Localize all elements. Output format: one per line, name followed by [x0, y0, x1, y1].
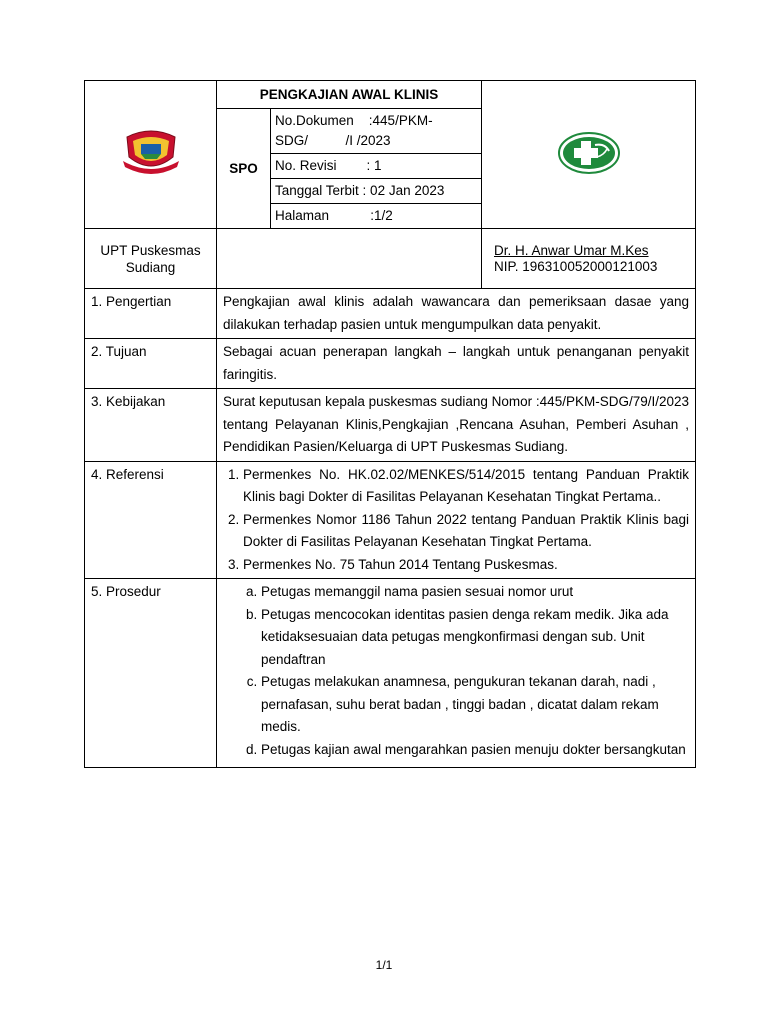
- kebijakan-label: 3. Kebijakan: [85, 389, 217, 462]
- unit-name: UPT Puskesmas Sudiang: [85, 229, 217, 289]
- signer-nip: NIP. 196310052000121003: [494, 258, 658, 274]
- prosedur-label: 5. Prosedur: [85, 579, 217, 768]
- right-logo-cell: [482, 81, 696, 229]
- no-revisi: No. Revisi : 1: [271, 154, 482, 179]
- no-dokumen-line1: No.Dokumen :445/PKM-: [275, 113, 433, 128]
- pengertian-label: 1. Pengertian: [85, 289, 217, 339]
- puskesmas-logo-icon: [557, 131, 621, 175]
- referensi-list: [223, 464, 689, 577]
- referensi-item: 2. Permenkes Nomor 1186 Tahun 2022 tentang Panduan Praktik Klinis bagi Dokter di Fasilitas Pelayanan Kesehatan Tingkat Pertama.: [243, 509, 689, 554]
- document-title: PENGKAJIAN AWAL KLINIS: [217, 81, 482, 109]
- page-number: 1/1: [375, 958, 393, 972]
- no-dokumen-line2: SDG/ /I /2023: [275, 133, 391, 148]
- prosedur-content: [217, 579, 696, 768]
- halaman: Halaman :1/2: [271, 204, 482, 229]
- left-logo-cell: [85, 81, 217, 229]
- tujuan-label: 2. Tujuan: [85, 339, 217, 389]
- kebijakan-text: Surat keputusan kepala puskesmas sudiang Nomor :445/PKM-SDG/79/I/2023 tentang Pelayanan Klinis,Pengkajian ,Rencana Asuhan, Pemberi Asuhan , Pendidikan Pasien/Keluarga di UPT Puskesmas Sudiang.: [217, 389, 696, 462]
- prosedur-item: c. Petugas melakukan anamnesa, pengukuran tekanan darah, nadi , pernafasan, suhu berat badan , tinggi badan , dicatat dalam rekam medis.: [261, 671, 689, 739]
- tujuan-text: Sebagai acuan penerapan langkah – langkah untuk penanganan penyakit faringitis.: [217, 339, 696, 389]
- no-dokumen: [271, 109, 482, 154]
- referensi-content: [217, 461, 696, 579]
- tanggal-terbit: Tanggal Terbit : 02 Jan 2023: [271, 179, 482, 204]
- signer-name: Dr. H. Anwar Umar M.Kes: [494, 242, 649, 258]
- spo-table: [84, 80, 696, 768]
- referensi-item: 1. Permenkes No. HK.02.02/MENKES/514/2015 tentang Panduan Praktik Klinis bagi Dokter di Fasilitas Pelayanan Kesehatan Tingkat Pertama..: [243, 464, 689, 509]
- referensi-label: 4. Referensi: [85, 461, 217, 579]
- signer-block: [482, 229, 696, 289]
- regional-emblem-icon: [119, 127, 183, 179]
- prosedur-list: [223, 581, 689, 761]
- prosedur-item: b. Petugas mencocokan identitas pasien denga rekam medik. Jika ada ketidaksesuaian data petugas mengkonfirmasi dengan sub. Unit pendaftran: [261, 604, 689, 672]
- blank-cell: [217, 229, 482, 289]
- spo-document: [84, 80, 695, 768]
- spo-label: SPO: [217, 109, 271, 229]
- pengertian-text: Pengkajian awal klinis adalah wawancara dan pemeriksaan dasae yang dilakukan terhadap pasien untuk mengumpulkan data penyakit.: [217, 289, 696, 339]
- prosedur-item: d. Petugas kajian awal mengarahkan pasien menuju dokter bersangkutan: [261, 739, 689, 762]
- referensi-item: 3. Permenkes No. 75 Tahun 2014 Tentang Puskesmas.: [243, 554, 689, 577]
- prosedur-item: a. Petugas memanggil nama pasien sesuai nomor urut: [261, 581, 689, 604]
